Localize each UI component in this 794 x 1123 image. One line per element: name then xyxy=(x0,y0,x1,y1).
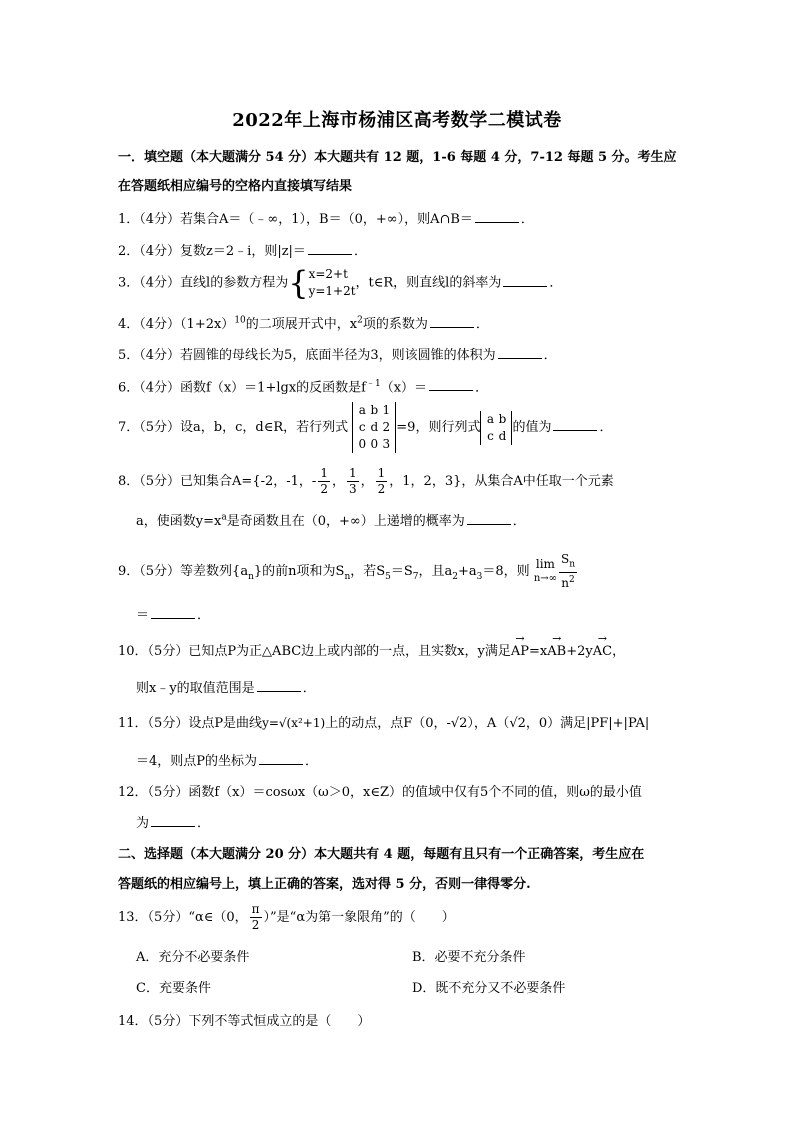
option-c: C．充要条件 xyxy=(136,981,211,996)
answer-blank xyxy=(430,316,474,328)
answer-blank xyxy=(503,275,547,287)
question-13: 13．（5分）“α∈（0， $\frac{\pi}{2}$ ）”是“α为第一象限角”的（ ） xyxy=(118,902,455,932)
question-7: 7．（5分）设a，b，c，d∈R，若行列式 a b 1 c d 2 0 0 3=9，则行列式a b c d的值为 ． xyxy=(118,403,613,451)
answer-blank xyxy=(151,815,195,827)
fraction: $\frac{\pi}{2}$ xyxy=(251,902,260,932)
answer-blank xyxy=(151,607,195,619)
option-d: D．既不充分又不必要条件 xyxy=(412,981,566,996)
vector-ap: → AP xyxy=(511,644,529,659)
question-10-continued: 则x﹣y的取值范围是 ． xyxy=(136,681,316,696)
parametric-system: x=2+t y=1+2t xyxy=(308,267,356,298)
vector-ac: → AC xyxy=(593,644,612,659)
question-8: 8．（5分）已知集合A={-2，-1，- $\frac{1}{2}$ ， $\frac{1}{3}$ ， $\frac{1}{2}$ ，1，2，3}，从集合A中任取一个元素 xyxy=(118,466,614,496)
question-5: 5．（4分）若圆锥的母线长为5，底面半径为3，则该圆锥的体积为 ． xyxy=(118,348,557,363)
question-3: 3．（4分）直线l的参数方程为{x=2+t y=1+2t，t∈R，则直线l的斜率为 ． xyxy=(118,264,563,302)
option-b: B．必要不充分条件 xyxy=(412,950,526,965)
answer-blank xyxy=(259,753,303,765)
answer-blank xyxy=(257,680,301,692)
question-10: 10．（5分）已知点P为正△ABC边上或内部的一点，且实数x，y满足→ AP=x→ AB+2y→ AC， xyxy=(118,640,625,659)
page-title: 2022年上海市杨浦区高考数学二模试卷 xyxy=(232,110,562,131)
question-14: 14．（5分）下列不等式恒成立的是（ ） xyxy=(118,1014,371,1029)
vector-ab: → AB xyxy=(547,644,566,659)
fraction: $\frac{S_n}{n^2}$ xyxy=(560,552,576,591)
determinant-3x3: a b 1 c d 2 0 0 3 xyxy=(352,402,396,453)
section2-intro-line2: 答题纸的相应编号上，填上正确的答案，选对得 5 分，否则一律得零分. xyxy=(118,877,531,892)
curve-equation: y=√(x²+1) xyxy=(262,716,326,730)
answer-blank xyxy=(467,513,511,525)
question-9: 9．（5分）等差数列$\{a_n\}$的前n项和为$S_n$，若$S_5=S_7$，且$a_2+a_3=8$，则 lim n→∞ $\frac{S_n}{n^2}$ xyxy=(118,552,576,591)
answer-blank xyxy=(498,347,542,359)
answer-blank xyxy=(429,379,473,391)
question-12: 12．（5分）函数f（x）＝cosωx（ω＞0，x∈Z）的值域中仅有5个不同的值，则ω的最小值 xyxy=(118,785,642,800)
question-4: 4．（4分）$(1+2x)^{10}$的二项展开式中，$x^2$项的系数为 ． xyxy=(118,315,489,332)
question-12-continued: 为 ． xyxy=(136,816,211,831)
question-8-continued: a，使函数$y=x^a$是奇函数且在（0，+∞）上递增的概率为 ． xyxy=(136,512,526,529)
question-11: 11．（5分）设点P是曲线y=√(x²+1)上的动点，点F（0，-√2），A（√2，0）满足|PF|+|PA| xyxy=(118,716,650,731)
question-9-continued: ＝ ． xyxy=(136,608,211,623)
section1-intro-line1: 一．填空题（本大题满分 54 分）本大题共有 12 题，1-6 每题 4 分，7-12 每题 5 分。考生应 xyxy=(118,150,677,165)
question-1: 1．（4分）若集合A＝（﹣∞，1），B＝（0，+∞），则A∩B＝ ． xyxy=(118,212,534,227)
question-6: 6．（4分）函数f（x）＝1+lgx的反函数是$f^{﹣1}(x)=$ ． xyxy=(118,379,489,396)
question-2: 2．（4分）复数z＝2﹣i，则|z|＝ ． xyxy=(118,244,367,259)
determinant-2x2: a b c d xyxy=(480,411,512,445)
answer-blank xyxy=(475,211,519,223)
answer-blank xyxy=(553,419,597,431)
limit-operator: lim n→∞ xyxy=(533,557,557,585)
fraction: $\frac{1}{2}$ xyxy=(320,466,328,496)
left-brace-icon: { xyxy=(288,264,309,302)
question-11-continued: ＝4，则点P的坐标为 ． xyxy=(136,754,319,769)
fraction: $\frac{1}{3}$ xyxy=(348,466,357,496)
fraction: $\frac{1}{2}$ xyxy=(377,466,386,496)
option-a: A．充分不必要条件 xyxy=(136,950,250,965)
section1-intro-line2: 在答题纸相应编号的空格内直接填写结果 xyxy=(118,179,353,194)
answer-blank xyxy=(308,243,352,255)
section2-intro-line1: 二、选择题（本大题满分 20 分）本大题共有 4 题，每题有且只有一个正确答案，考生应在 xyxy=(118,847,645,862)
